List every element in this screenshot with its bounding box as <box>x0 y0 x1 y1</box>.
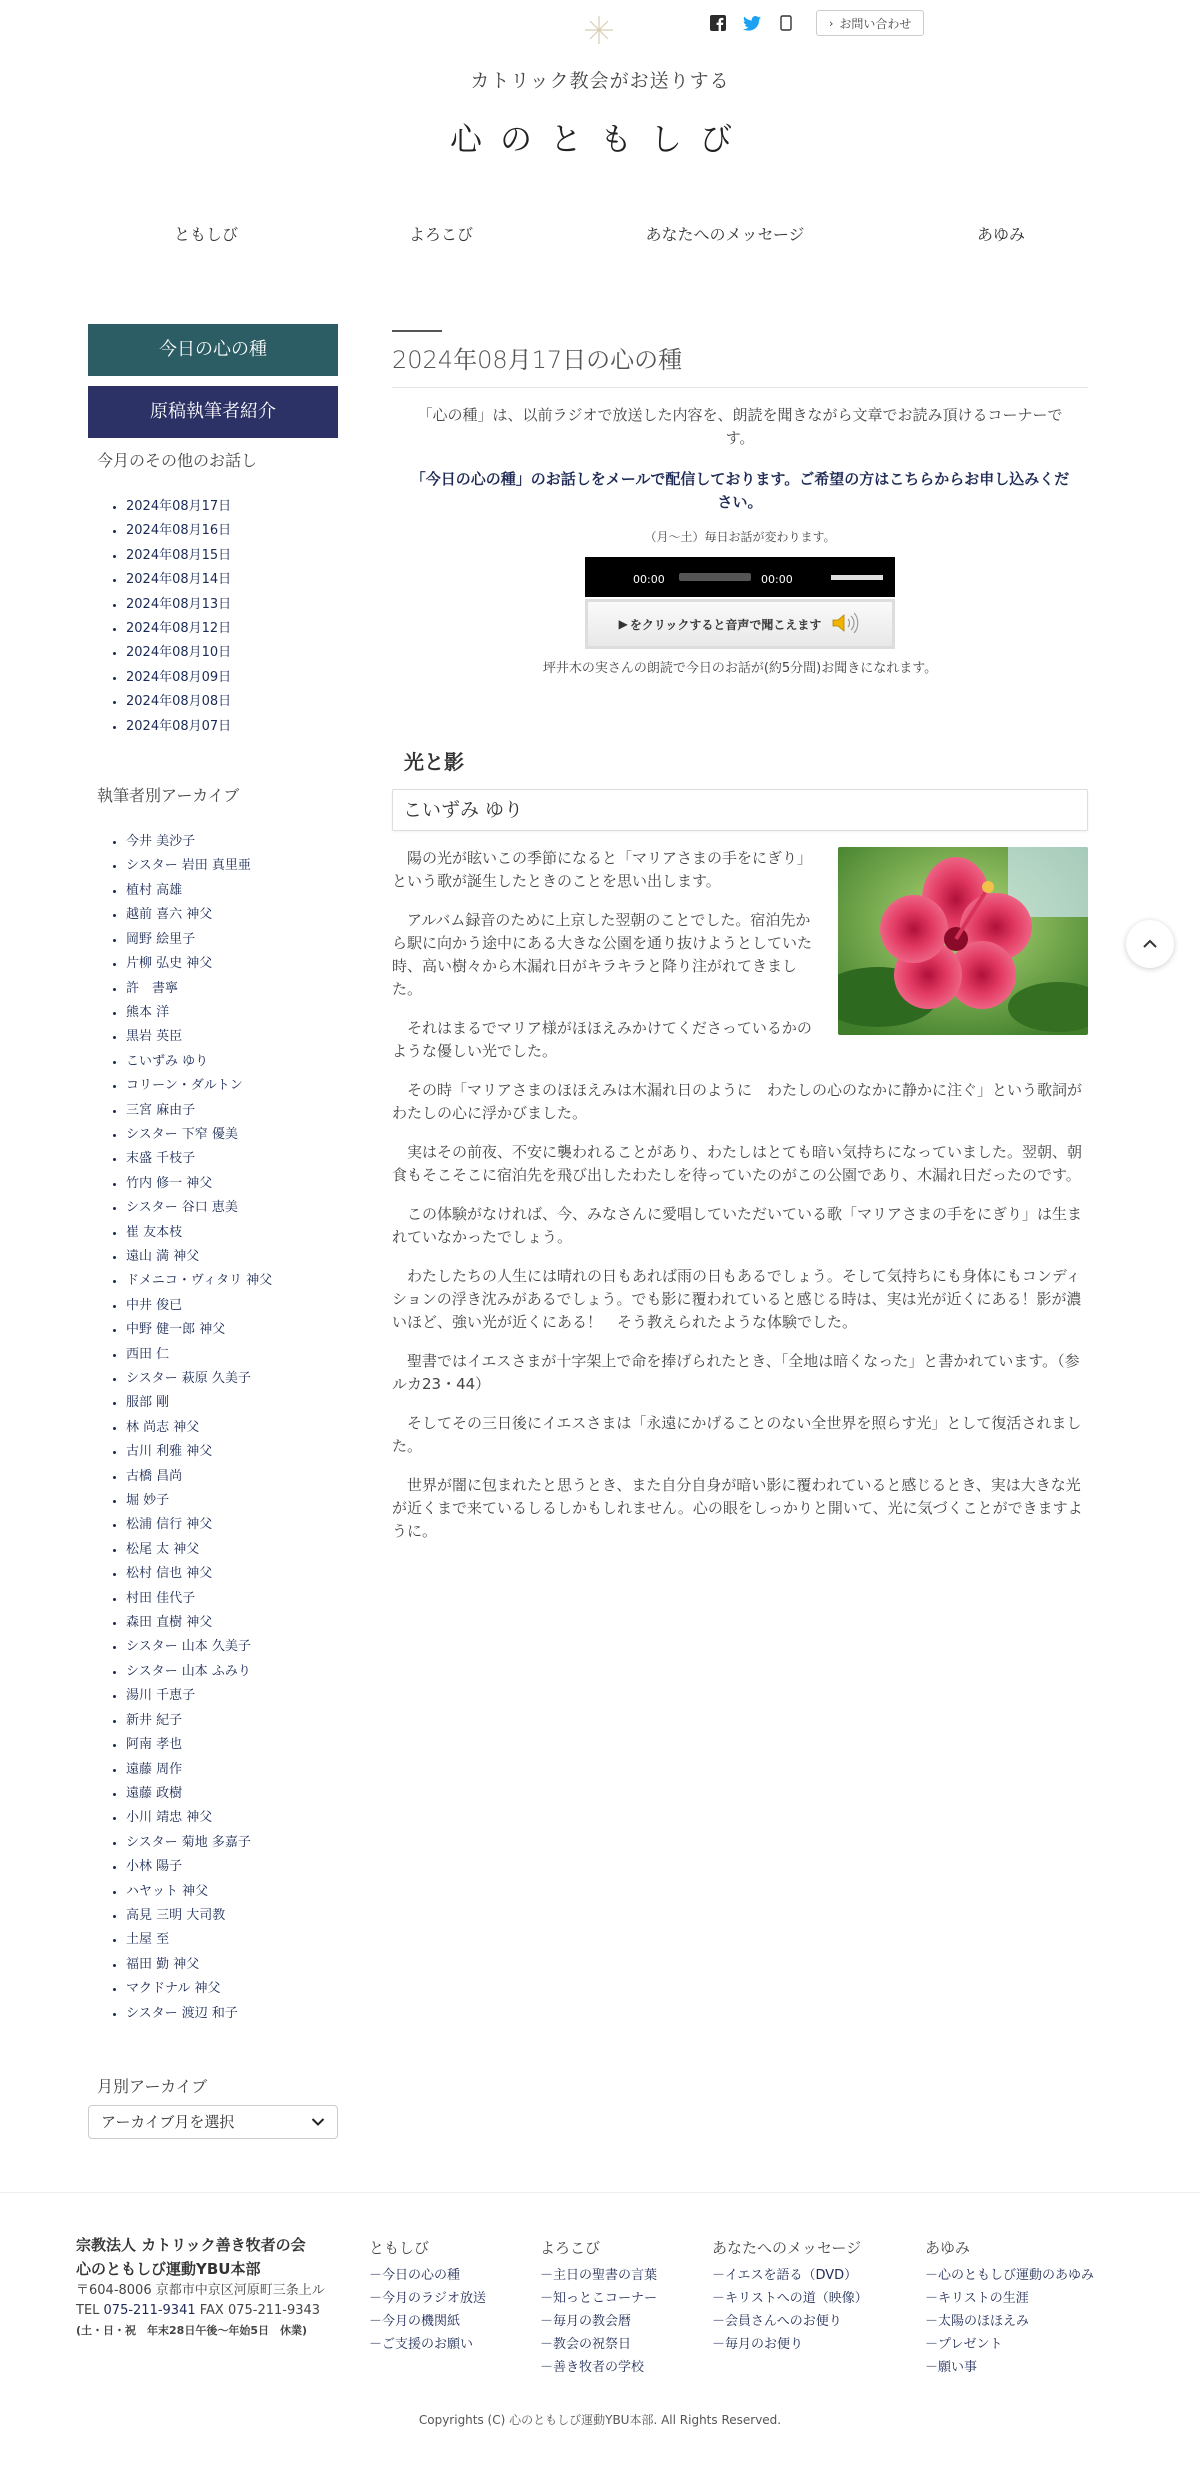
footer-phone-line <box>76 2301 336 2321</box>
author-link[interactable]: • 遠山 満 神父 <box>126 1245 338 1269</box>
candle-logo-icon[interactable] <box>583 14 615 46</box>
author-link[interactable]: • 松村 信也 神父 <box>126 1562 338 1586</box>
chevron-up-icon <box>1142 939 1158 949</box>
author-link[interactable]: • シスター 岩田 真里亜 <box>126 854 338 878</box>
footer-column-heading[interactable]: あなたへのメッセージ <box>712 2239 862 2257</box>
chevron-down-icon <box>311 2113 325 2131</box>
author-link[interactable]: • 遠藤 周作 <box>126 1758 338 1782</box>
play-button-label: をクリックすると音声で聞こえます <box>629 617 822 632</box>
footer-holiday-note: (土・日・祝 年末28日午後〜年始5日 休業) <box>76 2324 308 2337</box>
author-link[interactable]: • ハヤット 神父 <box>126 1880 338 1904</box>
author-link[interactable]: • 森田 直樹 神父 <box>126 1611 338 1635</box>
footer-link[interactable] <box>712 2310 868 2333</box>
dash-icon: － <box>369 2268 383 2283</box>
footer-link[interactable] <box>540 2287 657 2310</box>
date-link[interactable]: • 2024年08月12日 <box>126 617 338 641</box>
author-link[interactable]: • 松浦 信行 神父 <box>126 1513 338 1537</box>
author-link[interactable]: • 高見 三明 大司教 <box>126 1904 338 1928</box>
story-paragraph: 陽の光が眩いこの季節になると「マリアさまの手をにぎり」という歌が誕生したときのことを思い出します。 <box>392 849 813 890</box>
author-link[interactable]: • 新井 紀子 <box>126 1709 338 1733</box>
nav-item-tomoshibi[interactable]: ともしび <box>173 225 239 244</box>
fax-number: 075-211-9343 <box>227 2303 321 2318</box>
footer-link-label: 毎月のお便り <box>725 2337 804 2352</box>
footer-link-label: プレゼント <box>938 2337 1003 2352</box>
footer-link-label: ご支援のお願い <box>382 2337 474 2352</box>
footer-link-label: 太陽のほほえみ <box>938 2314 1030 2329</box>
monthly-archive-select[interactable] <box>88 2105 338 2139</box>
intro-text: 「心の種」は、以前ラジオで放送した内容を、朗読を聞きながら文章でお読み頂けるコーナーです。 <box>417 406 1063 447</box>
footer-org-name: 宗教法人 カトリック善き牧者の会 <box>76 2236 306 2254</box>
author-link[interactable]: • シスター 萩原 久美子 <box>126 1367 338 1391</box>
author-link[interactable]: • こいずみ ゆり <box>126 1050 338 1074</box>
footer-link[interactable] <box>540 2356 657 2379</box>
author-link[interactable]: • 古川 利雅 神父 <box>126 1440 338 1464</box>
footer-column-heading[interactable]: あゆみ <box>925 2239 971 2257</box>
player-current-time: 00:00 <box>633 573 665 586</box>
reader-note: 坪井木の実さんの朗読で今日のお話が(約5分間)お聞きになれます。 <box>542 661 938 676</box>
site-footer <box>0 2192 1200 2488</box>
player-duration: 00:00 <box>761 573 793 586</box>
date-link[interactable]: • 2024年08月14日 <box>126 568 338 592</box>
dash-icon: － <box>540 2268 554 2283</box>
footer-link-label: 願い事 <box>938 2360 978 2375</box>
story-paragraph: そしてその三日後にイエスさまは「永遠にかげることのない全世界を照らす光」として復活されました。 <box>392 1414 1082 1455</box>
site-title[interactable]: 心のともしび <box>449 120 750 158</box>
daily-note: （月〜土）毎日お話が変わります。 <box>644 530 836 544</box>
date-list <box>126 495 338 739</box>
footer-column <box>712 2237 868 2356</box>
footer-link-label: 教会の祝祭日 <box>553 2337 632 2352</box>
footer-link[interactable] <box>925 2310 1094 2333</box>
author-link[interactable]: • シスター 渡辺 和子 <box>126 2002 338 2026</box>
player-volume-bar[interactable] <box>831 575 883 580</box>
author-list <box>126 830 338 2026</box>
date-link[interactable]: • 2024年08月09日 <box>126 666 338 690</box>
footer-link-label: 善き牧者の学校 <box>553 2360 645 2375</box>
footer-link[interactable] <box>925 2264 1094 2287</box>
footer-link-label: 主日の聖書の言葉 <box>553 2268 658 2283</box>
player-seek-bar[interactable] <box>679 573 751 581</box>
dash-icon: － <box>369 2291 383 2306</box>
date-link[interactable]: • 2024年08月10日 <box>126 641 338 665</box>
play-audio-button[interactable] <box>585 599 895 649</box>
author-link[interactable]: • 片柳 弘史 神父 <box>126 952 338 976</box>
footer-address: 〒604-8006 京都市中京区河原町三条上ル <box>76 2283 325 2298</box>
author-link[interactable]: • シスター 菊地 多嘉子 <box>126 1831 338 1855</box>
dash-icon: － <box>540 2291 554 2306</box>
author-link[interactable]: • 越前 喜六 神父 <box>126 903 338 927</box>
nav-item-ayumi[interactable]: あゆみ <box>976 225 1026 244</box>
footer-link-label: 今月の機関紙 <box>382 2314 461 2329</box>
site-header <box>0 0 1200 180</box>
footer-link-label: 心のともしび運動のあゆみ <box>938 2268 1095 2283</box>
footer-link[interactable] <box>925 2333 1094 2356</box>
dash-icon: － <box>712 2314 726 2329</box>
dash-icon: － <box>540 2314 554 2329</box>
date-link[interactable]: • 2024年08月07日 <box>126 715 338 739</box>
play-icon: ▶ <box>618 617 628 631</box>
author-link[interactable]: • 小林 陽子 <box>126 1855 338 1879</box>
author-link[interactable]: • 今井 美沙子 <box>126 830 338 854</box>
authors-intro-button[interactable]: 原稿執筆者紹介 <box>88 386 338 438</box>
footer-link-label: キリストへの道（映像） <box>725 2291 868 2306</box>
footer-link[interactable] <box>925 2356 1094 2379</box>
footer-link[interactable] <box>369 2264 486 2287</box>
footer-link[interactable] <box>712 2287 868 2310</box>
author-archive-heading: 執筆者別アーカイブ <box>97 786 240 806</box>
footer-link-label: キリストの生涯 <box>938 2291 1029 2306</box>
dash-icon: － <box>369 2314 383 2329</box>
footer-link-label: 今月のラジオ放送 <box>382 2291 487 2306</box>
footer-org-info <box>76 2233 336 2341</box>
author-link[interactable]: • 中野 健一郎 神父 <box>126 1318 338 1342</box>
sidebar <box>88 324 338 2139</box>
hibiscus-flower-image <box>838 847 1088 1035</box>
twitter-icon[interactable] <box>742 13 762 33</box>
author-link[interactable]: • 小川 靖忠 神父 <box>126 1806 338 1830</box>
author-link[interactable]: • 福田 勤 神父 <box>126 1953 338 1977</box>
speaker-icon <box>831 612 861 637</box>
author-link[interactable]: • 植村 高雄 <box>126 879 338 903</box>
mail-signup-link[interactable]: 「今日の心の種」のお話しをメールで配信しております。ご希望の方はこちらからお申し込みください。 <box>410 470 1070 511</box>
tel-label: TEL <box>76 2303 104 2318</box>
author-link[interactable]: • 中井 俊已 <box>126 1294 338 1318</box>
author-link[interactable]: • 末盛 千枝子 <box>126 1147 338 1171</box>
footer-link-label: 今日の心の種 <box>382 2268 461 2283</box>
footer-link[interactable] <box>540 2333 657 2356</box>
footer-link-label: 会員さんへのお便り <box>725 2314 842 2329</box>
story-body <box>392 847 1095 1543</box>
footer-column-heading[interactable]: ともしび <box>369 2239 430 2257</box>
author-link[interactable]: • 古橋 昌尚 <box>126 1465 338 1489</box>
dash-icon: － <box>712 2268 726 2283</box>
today-seed-button[interactable]: 今日の心の種 <box>88 324 338 376</box>
instagram-icon[interactable] <box>776 13 796 33</box>
date-link[interactable]: • 2024年08月16日 <box>126 519 338 543</box>
story-paragraph: 聖書ではイエスさまが十字架上で命を捧げられたとき、「全地は暗くなった」と書かれています。（参 ルカ23・44） <box>392 1352 1095 1393</box>
author-link[interactable]: • 林 尚志 神父 <box>126 1416 338 1440</box>
author-link[interactable]: • 村田 佳代子 <box>126 1587 338 1611</box>
footer-link[interactable] <box>540 2264 657 2287</box>
copyright: Copyrights (C) 心のともしび運動YBU本部. All Rights Reserved. <box>418 2413 782 2427</box>
author-link[interactable]: • 竹内 修一 神父 <box>126 1172 338 1196</box>
author-link[interactable]: • 許 書寧 <box>126 977 338 1001</box>
date-link[interactable]: • 2024年08月15日 <box>126 544 338 568</box>
footer-link-label: 毎月の教会暦 <box>553 2314 632 2329</box>
story-paragraph: それはまるでマリア様がほほえみかけてくださっているかのような優しい光でした。 <box>392 1019 812 1060</box>
dash-icon: － <box>925 2337 939 2352</box>
dash-icon: － <box>925 2314 939 2329</box>
story-paragraph: わたしたちの人生には晴れの日もあれば雨の日もあるでしょう。そして気持ちにも身体にもコンディションの浮き沈みがあるでしょう。でも影に覆われていると感じる時は、実は光が近くにある！影が濃いほど、強い光が近くにある！ そう教えられたような体験でした。 <box>392 1267 1082 1331</box>
author-link[interactable]: • 遠藤 政樹 <box>126 1782 338 1806</box>
page-title: 2024年08月17日の心の種 <box>392 340 1088 388</box>
author-link[interactable]: • シスター 山本 久美子 <box>126 1635 338 1659</box>
footer-link[interactable] <box>369 2310 486 2333</box>
author-link[interactable]: • 湯川 千恵子 <box>126 1684 338 1708</box>
footer-link[interactable] <box>369 2333 486 2356</box>
footer-link-label: 知っとこコーナー <box>553 2291 658 2306</box>
contact-button[interactable] <box>816 10 924 36</box>
author-link[interactable]: • 松尾 太 神父 <box>126 1538 338 1562</box>
scroll-to-top-button[interactable] <box>1126 920 1174 968</box>
author-link[interactable]: • シスター 山本 ふみり <box>126 1660 338 1684</box>
author-link[interactable]: • 堀 妙子 <box>126 1489 338 1513</box>
footer-column-heading[interactable]: よろこび <box>540 2239 601 2257</box>
footer-column <box>540 2237 657 2379</box>
footer-link[interactable] <box>712 2264 868 2287</box>
footer-link[interactable] <box>712 2333 868 2356</box>
dash-icon: － <box>540 2337 554 2352</box>
dash-icon: － <box>712 2291 726 2306</box>
author-link[interactable]: • 服部 剛 <box>126 1391 338 1415</box>
dash-icon: － <box>540 2360 554 2375</box>
other-talks-heading: 今月のその他のお話し <box>97 451 258 470</box>
tel-number[interactable]: 075-211-9341 <box>103 2303 196 2318</box>
author-link[interactable]: • 岡野 絵里子 <box>126 928 338 952</box>
dash-icon: － <box>925 2268 939 2283</box>
story-title: 光と影 <box>404 750 464 774</box>
global-nav <box>0 222 1200 252</box>
footer-column <box>369 2237 486 2356</box>
author-link[interactable]: • シスター 下窄 優美 <box>126 1123 338 1147</box>
nav-item-message[interactable]: あなたへのメッセージ <box>645 225 805 244</box>
author-link[interactable]: • 熊本 洋 <box>126 1001 338 1025</box>
social-links <box>708 10 924 36</box>
author-link[interactable]: • 西田 仁 <box>126 1343 338 1367</box>
date-link[interactable]: • 2024年08月17日 <box>126 495 338 519</box>
monthly-archive-heading: 月別アーカイブ <box>97 2076 208 2096</box>
date-link[interactable]: • 2024年08月13日 <box>126 593 338 617</box>
story-paragraph: 世界が闇に包まれたと思うとき、また自分自身が暗い影に覆われていると感じるとき、実は大きな光が近くまで来ているしるしかもしれません。心の眼をしっかりと開いて、光に気づくことができますように。 <box>392 1476 1083 1540</box>
date-link[interactable]: • 2024年08月08日 <box>126 690 338 714</box>
dash-icon: － <box>369 2337 383 2352</box>
fax-label: FAX <box>195 2303 228 2318</box>
footer-org-sub: 心のともしび運動YBU本部 <box>76 2260 261 2278</box>
contact-label: お問い合わせ <box>839 16 912 31</box>
footer-column <box>925 2237 1094 2379</box>
monthly-archive-select-value: アーカイブ月を選択 <box>101 2113 235 2132</box>
footer-link[interactable] <box>925 2287 1094 2310</box>
author-link[interactable]: • 崔 友本枝 <box>126 1221 338 1245</box>
story-paragraph: 実はその前夜、不安に襲われることがあり、わたしはとても暗い気持ちになっていました。翌朝、朝食もそこそこに宿泊先を飛び出したわたしを待っていたのがこの公園であり、木漏れ日だったのです。 <box>392 1143 1083 1184</box>
author-link[interactable]: • 三宮 麻由子 <box>126 1099 338 1123</box>
story-paragraph: その時「マリアさまのほほえみは木漏れ日のように わたしの心のなかに静かに注ぐ」という歌詞がわたしの心に浮かびました。 <box>392 1081 1083 1122</box>
title-rule <box>392 330 442 332</box>
dash-icon: － <box>712 2337 726 2352</box>
footer-link[interactable] <box>369 2287 486 2310</box>
dash-icon: － <box>925 2360 939 2375</box>
author-link[interactable]: • 阿南 孝也 <box>126 1733 338 1757</box>
story-author: こいずみ ゆり <box>392 789 1088 831</box>
author-link[interactable]: • コリーン・ダルトン <box>126 1074 338 1098</box>
author-link[interactable]: • 黒岩 英臣 <box>126 1025 338 1049</box>
story-paragraph: この体験がなければ、今、みなさんに愛唱していただいている歌「マリアさまの手をにぎり」は生まれていなかったでしょう。 <box>392 1205 1083 1246</box>
dash-icon: － <box>925 2291 939 2306</box>
facebook-icon[interactable] <box>708 13 728 33</box>
author-link[interactable]: • マクドナル 神父 <box>126 1977 338 2001</box>
footer-link[interactable] <box>540 2310 657 2333</box>
author-link[interactable]: • ドメニコ・ヴィタリ 神父 <box>126 1269 338 1293</box>
author-link[interactable]: • シスター 谷口 恵美 <box>126 1196 338 1220</box>
footer-link-label: イエスを語る（DVD） <box>725 2268 858 2283</box>
nav-item-yorokobi[interactable]: よろこび <box>408 225 474 244</box>
author-link[interactable]: • 土屋 至 <box>126 1928 338 1952</box>
site-tagline: カトリック教会がお送りする <box>470 70 730 92</box>
main-content <box>392 330 1095 1559</box>
chevron-right-icon: › <box>829 16 834 30</box>
story-paragraph: アルバム録音のために上京した翌朝のことでした。宿泊先から駅に向かう途中にある大きな公園を通り抜けようとしていた時、高い樹々から木漏れ日がキラキラと降り注がれてきました。 <box>392 911 813 998</box>
audio-player[interactable] <box>585 557 895 597</box>
